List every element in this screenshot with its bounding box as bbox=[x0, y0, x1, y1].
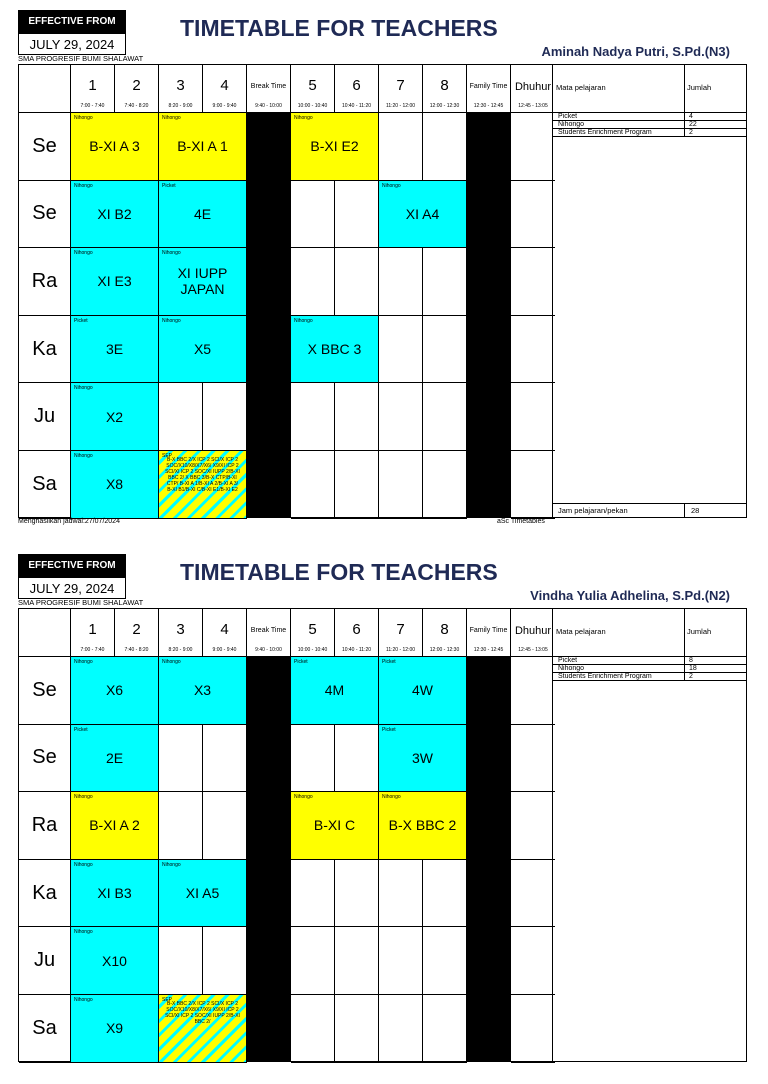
page-title: TIMETABLE FOR TEACHERS bbox=[180, 15, 498, 41]
lesson-class: B-X BBC 2/X ICP 2 SCI/X ICP 2 SOC/X10/X8/X7/X6/ X9/XI ICP 2 SCI/XI ICP 2 SOC/XI IUPP 2/B-XI BBC 2/ bbox=[165, 1001, 240, 1025]
lesson-class: X3 bbox=[193, 682, 212, 699]
lesson-class: B-XI A 3 bbox=[89, 138, 140, 155]
lesson-block[interactable] bbox=[159, 451, 247, 519]
lesson-subject: Nihongo bbox=[162, 317, 181, 324]
period-time: 9:00 - 9:40 bbox=[212, 647, 237, 653]
summary-row bbox=[553, 657, 746, 665]
timetable-cell[interactable] bbox=[379, 860, 423, 928]
timetable-grid bbox=[18, 608, 553, 1062]
period-time: 9:40 - 10:00 bbox=[255, 647, 282, 653]
summary-subject: Nihongo bbox=[558, 121, 585, 128]
lesson-block[interactable] bbox=[71, 995, 159, 1063]
lesson-class: XI B2 bbox=[97, 205, 132, 222]
lesson-class: B-XI C bbox=[313, 817, 356, 834]
summary-row bbox=[553, 129, 746, 137]
lesson-block[interactable] bbox=[379, 657, 467, 725]
software-credit: aSc Timetables bbox=[497, 518, 545, 525]
lesson-block[interactable] bbox=[291, 792, 379, 860]
timetable-cell[interactable] bbox=[159, 725, 203, 793]
subject-summary bbox=[553, 64, 747, 518]
timetable-cell[interactable] bbox=[511, 860, 555, 928]
day-label: Sa bbox=[19, 451, 71, 519]
period-time: 12:00 - 12:30 bbox=[429, 103, 460, 109]
lesson-block[interactable] bbox=[71, 657, 159, 725]
lesson-block[interactable] bbox=[71, 248, 159, 316]
lesson-class: XI IUPP JAPAN bbox=[177, 265, 228, 298]
lesson-block[interactable] bbox=[71, 725, 159, 793]
period-header bbox=[335, 65, 379, 113]
lesson-block[interactable] bbox=[159, 248, 247, 316]
period-time: 12:45 - 13:05 bbox=[518, 103, 548, 109]
period-header bbox=[115, 65, 159, 113]
summary-subject: Picket bbox=[558, 657, 578, 664]
summary-header-count: Jumlah bbox=[687, 83, 712, 92]
period-header bbox=[203, 65, 247, 113]
summary-divider bbox=[684, 65, 685, 137]
period-time: 12:30 - 12:45 bbox=[473, 647, 504, 653]
grid-corner bbox=[19, 609, 71, 657]
summary-row bbox=[553, 113, 746, 121]
period-header bbox=[335, 609, 379, 657]
summary-header-count: Jumlah bbox=[687, 627, 712, 636]
period-header bbox=[423, 65, 467, 113]
timetable-cell[interactable] bbox=[159, 927, 203, 995]
period-header bbox=[247, 65, 291, 113]
lesson-block[interactable] bbox=[71, 383, 159, 451]
lesson-class: XI B3 bbox=[97, 885, 132, 902]
summary-header bbox=[553, 65, 746, 113]
lesson-subject: Nihongo bbox=[294, 115, 313, 121]
timetable-cell[interactable] bbox=[511, 248, 555, 316]
lesson-subject: Nihongo bbox=[74, 997, 93, 1003]
timetable-cell[interactable] bbox=[423, 451, 467, 519]
day-label: Ra bbox=[19, 248, 71, 316]
period-time: 10:00 - 10:40 bbox=[297, 647, 328, 653]
summary-row bbox=[553, 665, 746, 673]
summary-row bbox=[553, 121, 746, 129]
period-number: 7 bbox=[396, 621, 405, 638]
break-column bbox=[247, 113, 291, 517]
subject-summary bbox=[553, 608, 747, 1062]
total-divider bbox=[684, 504, 685, 517]
period-number: 2 bbox=[132, 77, 141, 94]
summary-subject: Students Enrichment Program bbox=[558, 673, 652, 680]
lesson-subject: Nihongo bbox=[74, 182, 93, 189]
timetable-cell[interactable] bbox=[423, 316, 467, 384]
effective-from-label: EFFECTIVE FROM bbox=[18, 10, 126, 33]
timetable-cell[interactable] bbox=[423, 927, 467, 995]
timetable-cell[interactable] bbox=[203, 383, 247, 451]
period-number: 7 bbox=[396, 77, 405, 94]
summary-divider bbox=[684, 609, 685, 681]
timetable-cell[interactable] bbox=[423, 113, 467, 181]
period-label: Family Time bbox=[469, 627, 508, 634]
lesson-block[interactable] bbox=[71, 181, 159, 249]
lesson-class: 3W bbox=[412, 749, 433, 766]
timetable-cell[interactable] bbox=[291, 181, 335, 249]
lesson-block[interactable] bbox=[71, 860, 159, 928]
period-number: 3 bbox=[176, 621, 185, 638]
timetable-page bbox=[0, 0, 768, 540]
period-header bbox=[159, 609, 203, 657]
summary-row bbox=[553, 673, 746, 681]
summary-header-subject: Mata pelajaran bbox=[556, 627, 606, 636]
timetable-cell[interactable] bbox=[511, 995, 555, 1063]
timetable-cell[interactable] bbox=[379, 113, 423, 181]
period-header bbox=[291, 65, 335, 113]
summary-total bbox=[553, 503, 746, 517]
period-header bbox=[71, 65, 115, 113]
timetable-cell[interactable] bbox=[335, 927, 379, 995]
lesson-block[interactable] bbox=[159, 181, 247, 249]
timetable-cell[interactable] bbox=[379, 451, 423, 519]
period-label: Dhuhur bbox=[514, 625, 552, 637]
timetable-cell[interactable] bbox=[203, 792, 247, 860]
timetable-cell[interactable] bbox=[291, 248, 335, 316]
day-label: Ju bbox=[19, 383, 71, 451]
timetable-cell[interactable] bbox=[335, 451, 379, 519]
timetable-cell[interactable] bbox=[511, 657, 555, 725]
timetable-cell[interactable] bbox=[423, 860, 467, 928]
lesson-subject: Nihongo bbox=[74, 250, 93, 257]
lesson-subject: Nihongo bbox=[162, 250, 181, 257]
period-number: 6 bbox=[352, 77, 361, 94]
lesson-subject: Nihongo bbox=[74, 861, 93, 868]
break-column bbox=[467, 113, 511, 517]
summary-count: 8 bbox=[689, 657, 693, 664]
summary-count: 4 bbox=[689, 113, 693, 120]
lesson-block[interactable] bbox=[291, 657, 379, 725]
period-header bbox=[423, 609, 467, 657]
summary-subject: Nihongo bbox=[558, 665, 585, 672]
lesson-class: 3E bbox=[105, 341, 124, 358]
lesson-subject: Picket bbox=[382, 659, 396, 665]
period-number: 5 bbox=[308, 77, 317, 94]
period-header bbox=[159, 65, 203, 113]
effective-date: JULY 29, 2024 bbox=[18, 577, 126, 599]
timetable-cell[interactable] bbox=[423, 383, 467, 451]
period-label: Break Time bbox=[250, 627, 287, 634]
period-number: 3 bbox=[176, 77, 185, 94]
day-label: Se bbox=[19, 725, 71, 793]
timetable-cell[interactable] bbox=[159, 383, 203, 451]
period-time: 11:20 - 12:00 bbox=[385, 103, 416, 109]
day-label: Ju bbox=[19, 927, 71, 995]
lesson-class: X9 bbox=[105, 1020, 124, 1037]
lesson-subject: Nihongo bbox=[162, 115, 181, 121]
lesson-class: 4W bbox=[412, 682, 433, 699]
lesson-block[interactable] bbox=[379, 792, 467, 860]
lesson-class: B-XI A 1 bbox=[177, 138, 228, 155]
page-title: TIMETABLE FOR TEACHERS bbox=[180, 559, 498, 585]
timetable-cell[interactable] bbox=[511, 316, 555, 384]
lesson-block[interactable] bbox=[159, 316, 247, 384]
period-time: 12:45 - 13:05 bbox=[518, 647, 548, 653]
school-name: SMA PROGRESIF BUMI SHALAWAT bbox=[18, 54, 144, 63]
period-time: 7:40 - 8:20 bbox=[124, 647, 149, 653]
summary-count: 18 bbox=[689, 665, 697, 672]
period-time: 10:00 - 10:40 bbox=[297, 103, 328, 109]
lesson-subject: Nihongo bbox=[294, 794, 313, 801]
timetable-cell[interactable] bbox=[379, 316, 423, 384]
summary-count: 22 bbox=[689, 121, 697, 128]
lesson-subject: Nihongo bbox=[74, 453, 93, 459]
lesson-subject: Nihongo bbox=[74, 659, 93, 665]
timetable-grid bbox=[18, 64, 553, 518]
lesson-subject: Nihongo bbox=[382, 794, 401, 801]
timetable-cell[interactable] bbox=[291, 860, 335, 928]
timetable-cell[interactable] bbox=[335, 995, 379, 1063]
timetable-cell[interactable] bbox=[335, 860, 379, 928]
lesson-subject: Picket bbox=[74, 726, 88, 733]
lesson-subject: Nihongo bbox=[294, 317, 313, 324]
lesson-subject: Nihongo bbox=[162, 659, 181, 665]
lesson-class: B-X BBC 2 bbox=[388, 817, 457, 834]
day-label: Se bbox=[19, 181, 71, 249]
lesson-subject: Picket bbox=[74, 317, 88, 324]
timetable-cell[interactable] bbox=[511, 113, 555, 181]
lesson-class: XI A5 bbox=[185, 885, 220, 902]
lesson-block[interactable] bbox=[71, 451, 159, 519]
period-number: 1 bbox=[88, 621, 97, 638]
generated-date: Menghasilkan jadwal:27/07/2024 bbox=[18, 518, 120, 525]
lesson-class: B-X BBC 2/X ICP 2 SCI/X ICP 2 SOC/X10/X8/X7/X6/ X9/XI ICP 2 SCI/XI ICP 2 SOC/XI IUPP 2/B-XI BBC 2/ X BBC 3/B-X CTP/B-XI CTP/ B-XI A 1/B-XI A 2/B-XI A 3/ B-XI B1/B-XI C/B-XI E1/B-XI E2 bbox=[165, 457, 240, 493]
period-header bbox=[203, 609, 247, 657]
period-header bbox=[511, 65, 555, 113]
lesson-class: X5 bbox=[193, 341, 212, 358]
timetable-cell[interactable] bbox=[511, 451, 555, 519]
period-number: 8 bbox=[440, 621, 449, 638]
timetable-cell[interactable] bbox=[335, 725, 379, 793]
lesson-class: 2E bbox=[105, 749, 124, 766]
period-time: 8:20 - 9:00 bbox=[168, 647, 193, 653]
period-header bbox=[467, 609, 511, 657]
timetable-cell[interactable] bbox=[291, 995, 335, 1063]
lesson-class: 4M bbox=[324, 682, 345, 699]
teacher-name: Vindha Yulia Adhelina, S.Pd.(N2) bbox=[530, 588, 730, 603]
timetable-cell[interactable] bbox=[291, 927, 335, 995]
lesson-subject: Nihongo bbox=[74, 794, 93, 801]
period-time: 10:40 - 11:20 bbox=[341, 647, 372, 653]
timetable-cell[interactable] bbox=[335, 248, 379, 316]
timetable-cell[interactable] bbox=[511, 383, 555, 451]
period-time: 10:40 - 11:20 bbox=[341, 103, 372, 109]
period-header bbox=[511, 609, 555, 657]
timetable-cell[interactable] bbox=[511, 181, 555, 249]
lesson-block[interactable] bbox=[379, 725, 467, 793]
period-header bbox=[115, 609, 159, 657]
lesson-class: X10 bbox=[102, 952, 127, 969]
lesson-class: X2 bbox=[105, 408, 124, 425]
period-number: 2 bbox=[132, 621, 141, 638]
summary-header-subject: Mata pelajaran bbox=[556, 83, 606, 92]
period-number: 5 bbox=[308, 621, 317, 638]
lesson-block[interactable] bbox=[71, 113, 159, 181]
lesson-subject: Nihongo bbox=[74, 929, 93, 936]
effective-from-label: EFFECTIVE FROM bbox=[18, 554, 126, 577]
day-label: Ka bbox=[19, 316, 71, 384]
timetable-page bbox=[0, 544, 768, 1084]
timetable-cell[interactable] bbox=[379, 927, 423, 995]
lesson-block[interactable] bbox=[159, 995, 247, 1063]
lesson-block[interactable] bbox=[159, 113, 247, 181]
lesson-block[interactable] bbox=[159, 860, 247, 928]
timetable-cell[interactable] bbox=[335, 383, 379, 451]
timetable-cell[interactable] bbox=[379, 383, 423, 451]
teacher-name: Aminah Nadya Putri, S.Pd.(N3) bbox=[541, 44, 730, 59]
day-label: Se bbox=[19, 113, 71, 181]
timetable-cell[interactable] bbox=[203, 725, 247, 793]
lesson-class: B-XI E2 bbox=[310, 138, 359, 155]
lesson-subject: Picket bbox=[294, 659, 308, 665]
summary-count: 2 bbox=[689, 129, 693, 136]
lesson-block[interactable] bbox=[291, 113, 379, 181]
school-name: SMA PROGRESIF BUMI SHALAWAT bbox=[18, 598, 144, 607]
period-time: 9:00 - 9:40 bbox=[212, 103, 237, 109]
timetable-cell[interactable] bbox=[291, 383, 335, 451]
lesson-subject: Nihongo bbox=[382, 182, 401, 189]
total-value: 28 bbox=[691, 506, 700, 515]
grid-corner bbox=[19, 65, 71, 113]
lesson-class: B-XI A 2 bbox=[89, 817, 140, 834]
lesson-class: X8 bbox=[105, 476, 124, 493]
period-time: 12:30 - 12:45 bbox=[473, 103, 504, 109]
timetable-cell[interactable] bbox=[511, 792, 555, 860]
day-label: Ka bbox=[19, 860, 71, 928]
period-number: 4 bbox=[220, 621, 229, 638]
lesson-subject: SEP bbox=[162, 453, 173, 459]
lesson-block[interactable] bbox=[71, 316, 159, 384]
lesson-class: 4E bbox=[193, 205, 212, 222]
timetable-cell[interactable] bbox=[511, 927, 555, 995]
period-time: 12:00 - 12:30 bbox=[429, 647, 460, 653]
period-number: 8 bbox=[440, 77, 449, 94]
lesson-block[interactable] bbox=[291, 316, 379, 384]
lesson-subject: Nihongo bbox=[74, 115, 93, 121]
period-time: 7:00 - 7:40 bbox=[80, 103, 105, 109]
day-label: Se bbox=[19, 657, 71, 725]
period-time: 7:00 - 7:40 bbox=[80, 647, 105, 653]
summary-header bbox=[553, 609, 746, 657]
break-column bbox=[467, 657, 511, 1061]
day-label: Ra bbox=[19, 792, 71, 860]
timetable-cell[interactable] bbox=[335, 181, 379, 249]
timetable-cell[interactable] bbox=[159, 792, 203, 860]
period-number: 4 bbox=[220, 77, 229, 94]
period-time: 9:40 - 10:00 bbox=[255, 103, 282, 109]
break-column bbox=[247, 657, 291, 1061]
lesson-subject: SEP bbox=[162, 997, 173, 1003]
lesson-block[interactable] bbox=[379, 181, 467, 249]
period-time: 7:40 - 8:20 bbox=[124, 103, 149, 109]
timetable-cell[interactable] bbox=[379, 995, 423, 1063]
lesson-subject: Nihongo bbox=[74, 385, 93, 392]
period-header bbox=[467, 65, 511, 113]
period-number: 6 bbox=[352, 621, 361, 638]
day-label: Sa bbox=[19, 995, 71, 1063]
period-label: Break Time bbox=[250, 83, 287, 90]
lesson-class: X BBC 3 bbox=[307, 341, 362, 358]
period-header bbox=[379, 65, 423, 113]
timetable-cell[interactable] bbox=[423, 995, 467, 1063]
summary-count: 2 bbox=[689, 673, 693, 680]
summary-subject: Students Enrichment Program bbox=[558, 129, 652, 136]
period-header bbox=[71, 609, 115, 657]
total-label: Jam pelajaran/pekan bbox=[558, 506, 628, 515]
effective-date: JULY 29, 2024 bbox=[18, 33, 126, 55]
period-header bbox=[379, 609, 423, 657]
period-time: 11:20 - 12:00 bbox=[385, 647, 416, 653]
period-header bbox=[247, 609, 291, 657]
lesson-class: XI A4 bbox=[405, 205, 440, 222]
lesson-subject: Picket bbox=[162, 182, 176, 189]
period-header bbox=[291, 609, 335, 657]
lesson-subject: Nihongo bbox=[162, 861, 181, 868]
lesson-subject: Picket bbox=[382, 726, 396, 733]
lesson-block[interactable] bbox=[71, 927, 159, 995]
lesson-block[interactable] bbox=[159, 657, 247, 725]
lesson-class: XI E3 bbox=[97, 273, 132, 290]
period-label: Family Time bbox=[469, 83, 508, 90]
timetable-cell[interactable] bbox=[511, 725, 555, 793]
timetable-cell[interactable] bbox=[423, 248, 467, 316]
period-label: Dhuhur bbox=[514, 81, 552, 93]
period-number: 1 bbox=[88, 77, 97, 94]
summary-subject: Picket bbox=[558, 113, 578, 120]
period-time: 8:20 - 9:00 bbox=[168, 103, 193, 109]
lesson-class: X6 bbox=[105, 682, 124, 699]
timetable-cell[interactable] bbox=[379, 248, 423, 316]
timetable-cell[interactable] bbox=[291, 451, 335, 519]
timetable-cell[interactable] bbox=[291, 725, 335, 793]
lesson-block[interactable] bbox=[71, 792, 159, 860]
timetable-cell[interactable] bbox=[203, 927, 247, 995]
